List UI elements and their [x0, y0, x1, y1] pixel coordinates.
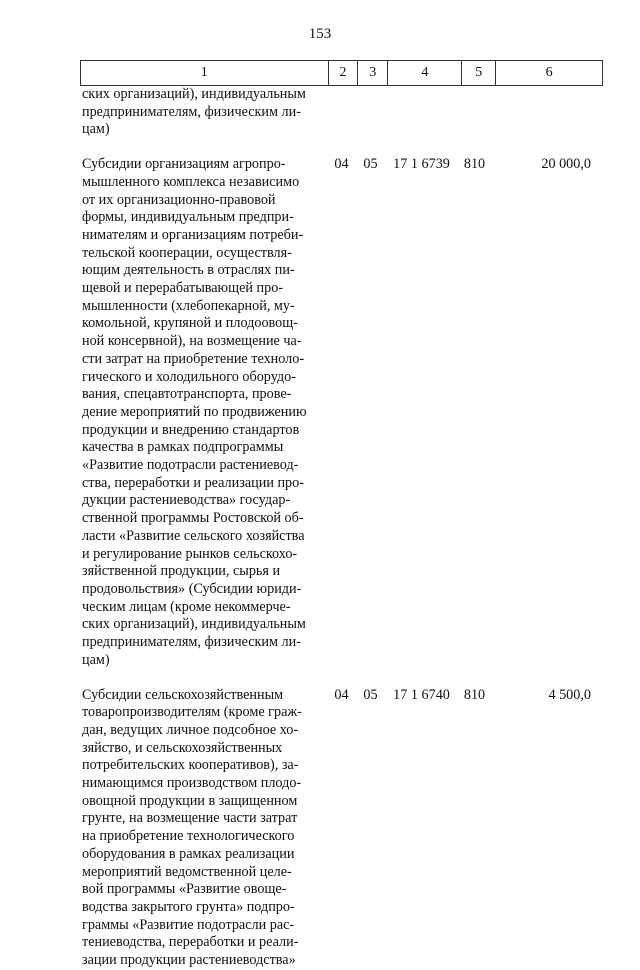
header-col-1: 1 [81, 61, 329, 85]
table-row-continuation [80, 86, 603, 139]
row-expense-type: 810 [463, 686, 486, 703]
table-header-row [80, 60, 603, 86]
row-section: 04 [334, 686, 349, 703]
header-col-5: 5 [462, 61, 496, 85]
row-expense-type: 810 [463, 156, 486, 173]
row-target-article: 17 1 6740 [393, 686, 450, 703]
header-col-4: 4 [388, 61, 462, 85]
row-amount: 20 000,0 [541, 156, 591, 173]
row-subsection: 05 [363, 156, 378, 173]
row-subsection: 05 [363, 686, 378, 703]
page-number: 153 [308, 26, 332, 42]
table-row [80, 687, 603, 970]
row-target-article: 17 1 6739 [393, 156, 450, 173]
header-col-6: 6 [496, 61, 603, 85]
budget-table [80, 60, 603, 970]
continuation-text: ских организаций), индивидуальным предпринимателям, физическим ли- цам) [82, 86, 306, 138]
header-col-2: 2 [329, 61, 359, 85]
row-section: 04 [334, 156, 349, 173]
row-description: Субсидии организациям агропро- мышленного комплекса независимо от их организационно-правовой формы, индивидуальным предпри- нимателям и организациям потреби- тельской кооперации, осуществля- ющим деятельность в отраслях пи- щевой и перерабатывающей про- мышленности (хлебопекарной, му- комольной, крупяной и плодоовощ- ной консервной), на возмещение ча- сти затрат на приобретение техноло- гического и холодильного оборудо- вания, спецавтотранспорта, прове- дение мероприятий по продвижению продукции и внедрению стандартов качества в рамках подпрограммы «Развитие подотрасли растениевод- ства, переработки и реализации про- дукции растениеводства» государ- ственной программы Ростовской об- ласти «Развитие сельского хозяйства и регулирование рынков сельскохо- зяйственной продукции, сырья и продовольствия» (Субсидии юриди- ческим лицам (кроме некоммерче- ских организаций), индивидуальным предпринимателям, физическим ли- цам) [82, 156, 307, 668]
row-description: Субсидии сельскохозяйственным товаропроизводителям (кроме граж- дан, ведущих личное подсобное хо- зяйство, и сельскохозяйственных потребительских кооперативов), за- нимающимся производством плодо- овощной продукции в защищенном грунте, на возмещение части затрат на приобретение технологического оборудования в рамках реализации мероприятий ведомственной целе- вой программы «Развитие овоще- водства закрытого грунта» подпро- граммы «Развитие подотрасли рас- тениеводства, переработки и реали- зации продукции растениеводства» [82, 686, 302, 969]
row-amount: 4 500,0 [548, 686, 591, 703]
table-row [80, 156, 603, 669]
header-col-3: 3 [358, 61, 388, 85]
